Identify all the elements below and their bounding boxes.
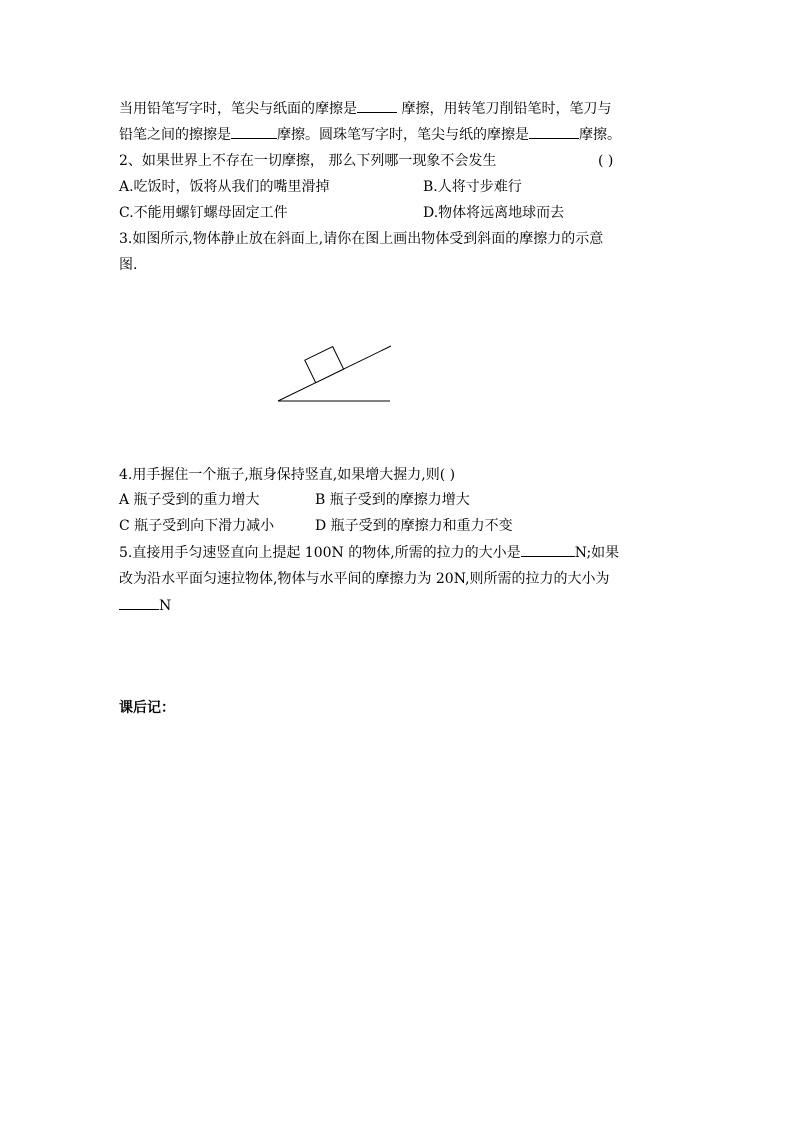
q5-text: N (159, 598, 172, 614)
q1-text: 摩擦，用转笔刀削铅笔时，笔刀与 (397, 101, 612, 117)
q1-line-2 (119, 124, 621, 145)
q2-option-c[interactable]: C.不能用螺钉螺母固定工件 (119, 205, 288, 221)
q5-blank-1[interactable] (521, 542, 575, 557)
q4-stem: 4.用手握住一个瓶子,瓶身保持竖直,如果增大握力,则( ) (119, 467, 456, 483)
q5-line-1 (119, 542, 619, 563)
q2-stem (119, 151, 496, 171)
incline-diagram[interactable] (270, 330, 400, 410)
q4-option-b[interactable]: B 瓶子受到的摩擦力增大 (315, 492, 470, 508)
q2-stem-text: 2、如果世界上不存在一切摩擦， 那么下列哪一现象不会发生 (119, 153, 497, 169)
q3-line-2: 图. (119, 257, 138, 273)
q5-line-3 (119, 595, 171, 616)
q4-option-c[interactable]: C 瓶子受到向下滑力减小 (119, 518, 275, 534)
q1-text: 铅笔之间的擦擦是 (119, 127, 231, 143)
q5-text: N;如果 (574, 545, 620, 561)
q1-text: 当用铅笔写字时，笔尖与纸面的摩擦是 (119, 101, 357, 117)
q5-line-2: 改为沿水平面匀速拉物体,物体与水平间的摩擦力为 20N,则所需的拉力的大小为 (119, 571, 610, 587)
q5-blank-2[interactable] (119, 595, 159, 610)
q1-text: 摩擦。 (579, 127, 621, 143)
q1-blank-3[interactable] (529, 124, 579, 139)
q2-option-b[interactable]: B.人将寸步难行 (423, 179, 522, 195)
q3-line-1: 3.如图所示,物体静止放在斜面上,请你在图上画出物体受到斜面的摩擦力的示意 (119, 231, 604, 247)
block-on-incline (305, 347, 344, 383)
q1-blank-1[interactable] (357, 98, 397, 113)
q2-option-d[interactable]: D.物体将远离地球而去 (423, 205, 565, 221)
q4-option-a[interactable]: A 瓶子受到的重力增大 (119, 492, 260, 508)
q2-option-a[interactable]: A.吃饭时，饭将从我们的嘴里滑掉 (119, 179, 330, 195)
q5-text: 5.直接用手匀速竖直向上提起 100N 的物体,所需的拉力的大小是 (119, 545, 521, 561)
after-class-notes-label: 课后记： (119, 700, 175, 716)
q1-text: 摩擦。圆珠笔写字时，笔尖与纸的摩擦是 (277, 127, 529, 143)
q1-blank-2[interactable] (231, 124, 277, 139)
q2-answer-paren[interactable]: ( ) (598, 153, 614, 169)
q4-option-d[interactable]: D 瓶子受到的摩擦力和重力不变 (315, 518, 513, 534)
q1-line-1 (119, 98, 611, 119)
